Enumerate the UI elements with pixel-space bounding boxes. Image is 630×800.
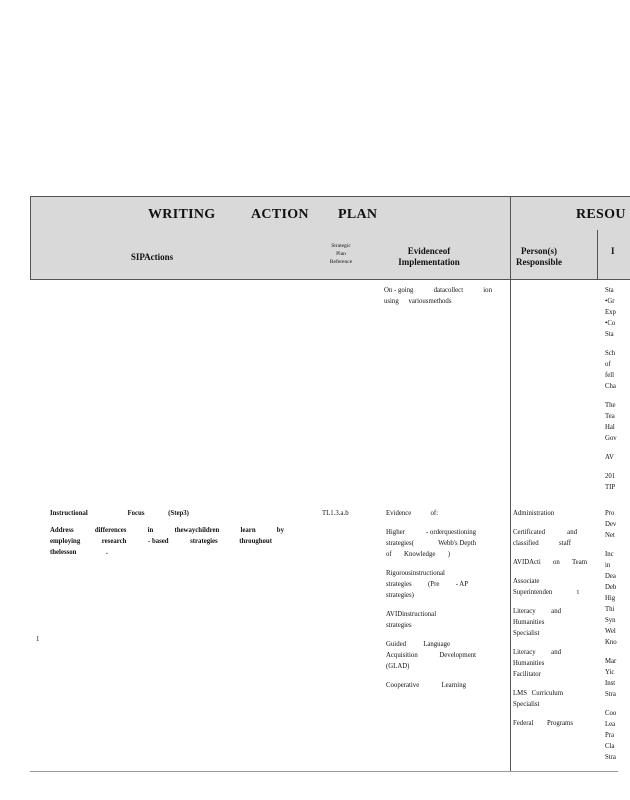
header-persons (511, 246, 567, 268)
evidence-word: Knowledge (404, 551, 436, 558)
action-word: thelesson (50, 549, 77, 556)
resources-top-column (605, 285, 619, 493)
persons-list (513, 508, 587, 729)
resources-bottom-column (605, 508, 619, 763)
evidence-item (386, 680, 476, 691)
evidence-word: Cooperative (386, 682, 420, 689)
person-word: Superintenden (513, 589, 553, 596)
resource-word: Inst (605, 680, 616, 687)
evidence-line (386, 549, 450, 560)
evidence-item (386, 639, 476, 672)
evidence-line (386, 508, 438, 519)
evidence-word: - orderquestioning (425, 529, 476, 536)
resource-word: TIP (605, 484, 616, 491)
person-item (513, 688, 587, 710)
resource-word: Cla (605, 743, 615, 750)
person-item (513, 647, 587, 680)
evidence-word: using (384, 298, 399, 305)
person-line (513, 557, 587, 568)
resource-word: in (605, 562, 611, 569)
left-border (30, 196, 31, 279)
table-bottom-line (30, 771, 618, 772)
header-band (30, 196, 630, 232)
divider-persons (510, 196, 511, 771)
evidence-word: Language (423, 641, 450, 648)
person-line (513, 538, 571, 549)
action-word: . (106, 549, 108, 556)
evidence-line: (GLAD) (386, 663, 410, 670)
resource-word: Tea (605, 413, 615, 420)
evidence-line: AVIDinstructional (386, 611, 437, 618)
action-word: strategies (190, 538, 218, 545)
person-item (513, 576, 587, 598)
person-word: and (567, 529, 577, 536)
evidence-top-line (384, 296, 492, 307)
resource-block (605, 471, 619, 493)
person-line (513, 587, 579, 598)
resource-word: Sta (605, 331, 614, 338)
person-word: LMS (513, 690, 527, 697)
action-word: differences (94, 527, 127, 534)
person-item (513, 527, 587, 549)
evidence-item (386, 568, 476, 601)
action-desc-line (50, 536, 272, 547)
evidence-word: strategies( (386, 540, 414, 547)
evidence-word: datacollect (433, 287, 464, 294)
resource-word: Mar (605, 658, 617, 665)
person-word: Federal (513, 720, 534, 727)
action-cell (50, 508, 284, 558)
person-line: Specialist (513, 701, 540, 708)
person-line: Specialist (513, 630, 540, 637)
evidence-word: of: (430, 510, 438, 517)
strategic-reference: TL1.3.a.b (322, 510, 349, 517)
evidence-word: Learning (441, 682, 466, 689)
action-word: in (147, 527, 154, 534)
evidence-line (386, 639, 450, 650)
evidence-item (386, 508, 476, 519)
action-word: throughout (239, 538, 272, 545)
evidence-line (386, 527, 476, 538)
action-word: research (101, 538, 127, 545)
evidence-word: (Pre (428, 581, 440, 588)
focus-word: Focus (127, 510, 145, 517)
person-item (513, 718, 587, 729)
row-marker: 1 (36, 636, 40, 643)
resource-word: Dev (605, 521, 617, 528)
evidence-item (386, 609, 476, 631)
resource-block (605, 708, 619, 763)
evidence-word: - AP (455, 581, 468, 588)
resource-word: Exp (605, 309, 616, 316)
header-evidence-line2: Implementation (398, 257, 460, 267)
header-plan-line: Plan (336, 251, 346, 257)
resource-word: Deb (605, 584, 617, 591)
person-line: Humanities (513, 660, 545, 667)
resource-word: The (605, 402, 616, 409)
person-word: and (551, 608, 561, 615)
resource-word: Pro (605, 510, 615, 517)
resource-word: Dea (605, 573, 616, 580)
evidence-word: Development (439, 652, 476, 659)
resource-word: Stra (605, 691, 616, 698)
resource-word: Cha (605, 383, 616, 390)
person-word: AVIDActi (513, 559, 541, 566)
resource-word: Yic (605, 669, 615, 676)
evidence-line: strategies) (386, 592, 414, 599)
evidence-line (386, 650, 476, 661)
person-word: Curriculum (531, 690, 563, 697)
evidence-word: variousmethods (408, 298, 452, 305)
resource-word: Wel (605, 628, 616, 635)
evidence-word: Webb's Depth (438, 540, 476, 547)
action-word: - based (147, 538, 169, 545)
person-word: Certificated (513, 529, 546, 536)
resources-title: RESOU (576, 207, 626, 222)
person-word: Programs (546, 720, 573, 727)
header-persons-line2: Responsible (515, 257, 562, 267)
action-word: thewaychildren (174, 527, 220, 534)
person-line: Associate (513, 578, 540, 585)
person-word: classified (513, 540, 539, 547)
person-word: on (553, 559, 560, 566)
resource-word: •Co (605, 320, 616, 327)
resource-word: Coo (605, 710, 617, 717)
person-line (513, 647, 561, 658)
title-word-writing: WRITING (148, 207, 216, 222)
evidence-line: Rigorousinstructional (386, 570, 445, 577)
resource-word: Hig (605, 595, 616, 602)
person-word: staff (559, 540, 571, 547)
header-sip-actions: SIPActions (130, 252, 174, 262)
action-word: learn (240, 527, 256, 534)
header-evidence (384, 246, 474, 268)
evidence-line (386, 579, 468, 590)
evidence-word: On - going (384, 287, 414, 294)
resource-word: Kno (605, 639, 617, 646)
evidence-item (386, 527, 476, 560)
evidence-word: strategies (386, 581, 412, 588)
title-word-action: ACTION (251, 207, 309, 222)
evidence-line: strategies (386, 622, 412, 629)
person-word: t (577, 589, 579, 596)
header-strategic-line: Strategic (331, 243, 351, 249)
header-persons-line1: Person(s) (521, 246, 557, 256)
resource-block (605, 400, 619, 444)
resource-word: Inc (605, 551, 614, 558)
person-line: Administration (513, 510, 555, 517)
person-item (513, 557, 587, 568)
action-word: Address (50, 527, 74, 534)
evidence-word: Guided (386, 641, 407, 648)
person-line (513, 606, 561, 617)
header-evidence-line1: Evidenceof (407, 246, 451, 256)
resource-word: Lea (605, 721, 616, 728)
person-item (513, 508, 587, 519)
evidence-word: Evidence (386, 510, 412, 517)
person-line (513, 527, 577, 538)
header-extra: I (611, 246, 615, 256)
resource-word: Pra (605, 732, 615, 739)
resource-word: Syn (605, 617, 616, 624)
evidence-word: ) (447, 551, 450, 558)
resource-word: Hal (605, 424, 615, 431)
focus-word: (Step3) (168, 510, 189, 517)
resource-word: Sch (605, 350, 616, 357)
person-word: Literacy (513, 608, 536, 615)
evidence-top (384, 285, 492, 307)
resource-word: Stra (605, 754, 616, 761)
evidence-word: ion (483, 287, 492, 294)
action-word: by (276, 527, 284, 534)
resource-block (605, 285, 619, 340)
resource-word: •Gr (605, 298, 615, 305)
evidence-list (386, 508, 476, 691)
resource-block (605, 549, 619, 648)
evidence-word: of (386, 551, 392, 558)
action-desc-line (50, 547, 284, 558)
resource-block (605, 508, 619, 541)
person-word: Team (572, 559, 587, 566)
resource-block (605, 348, 619, 392)
resource-block (605, 452, 619, 463)
person-line (513, 688, 563, 699)
person-line: Facilitator (513, 671, 541, 678)
resource-word: 201 (605, 473, 616, 480)
resource-word: Thi (605, 606, 615, 613)
person-word: and (551, 649, 561, 656)
resource-word: Net (605, 532, 615, 539)
resource-block (605, 656, 619, 700)
evidence-word: Acquisition (386, 652, 418, 659)
resource-word: AV (605, 454, 614, 461)
person-item (513, 606, 587, 639)
action-desc-line (50, 525, 284, 536)
evidence-word: Higher (386, 529, 405, 536)
header-strategic-reference (318, 242, 364, 266)
action-word: employing (50, 538, 81, 545)
resource-word: Gov (605, 435, 617, 442)
resource-word: fell (605, 372, 615, 379)
evidence-top-line (384, 285, 492, 296)
resource-word: of (605, 361, 611, 368)
evidence-line (386, 538, 476, 549)
resource-word: Sta (605, 287, 614, 294)
person-word: Literacy (513, 649, 536, 656)
divider-resources (597, 230, 598, 279)
person-line (513, 718, 573, 729)
focus-word: Instructional (50, 510, 88, 517)
focus-line (50, 508, 284, 519)
header-reference-line: Reference (329, 259, 353, 265)
title-word-plan: PLAN (338, 207, 378, 222)
person-line: Humanities (513, 619, 545, 626)
evidence-line (386, 680, 466, 691)
